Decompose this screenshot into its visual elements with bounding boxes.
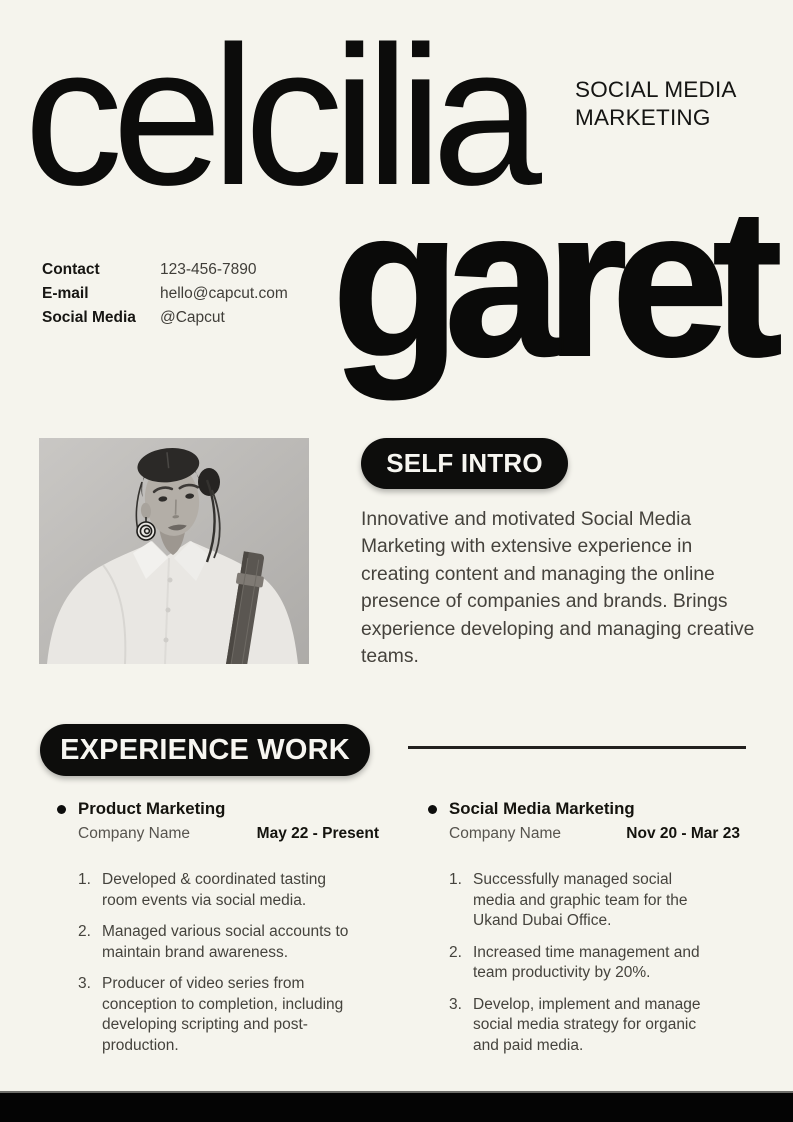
experience-entry-product-marketing	[57, 799, 379, 1056]
experience-entry-social-media-marketing	[428, 799, 740, 1056]
first-name-heading: celcilia	[24, 5, 532, 226]
profile-photo	[39, 438, 309, 664]
bullet-icon	[57, 805, 66, 814]
date-range: Nov 20 - Mar 23	[626, 825, 740, 842]
self-intro-badge: SELF INTRO	[361, 438, 568, 489]
experience-item-text: Successfully managed social media and graphic team for the Ukand Dubai Office.	[473, 871, 688, 929]
experience-item-text: Producer of video series from conception to completion, including developing scripting and post-production.	[102, 975, 344, 1054]
experience-item-text: Managed various social accounts to maintain brand awareness.	[102, 923, 349, 961]
company-name: Company Name	[449, 825, 561, 842]
section-divider-line	[408, 746, 746, 749]
experience-item-text: Increased time management and team productivity by 20%.	[473, 943, 700, 981]
date-range: May 22 - Present	[256, 825, 379, 842]
footer-bar	[0, 1091, 793, 1122]
role-title	[575, 76, 775, 132]
social-media-label: Social Media	[42, 309, 136, 326]
experience-item-list	[78, 870, 379, 1056]
experience-item-text: Developed & coordinated tasting room events via social media.	[102, 871, 327, 909]
experience-item	[449, 995, 740, 1057]
portrait-illustration	[39, 438, 309, 664]
bullet-icon	[428, 805, 437, 814]
contact-label: Contact	[42, 261, 100, 278]
last-name-heading: garet	[332, 165, 767, 400]
social-media-value: @Capcut	[160, 309, 225, 326]
company-name: Company Name	[78, 825, 190, 842]
self-intro-text: Innovative and motivated Social Media Marketing with extensive experience in creating content and managing the online presence of companies and brands. Brings experience developing and managing creative teams.	[361, 509, 755, 668]
role-title-line1: SOCIAL MEDIA	[575, 77, 737, 102]
experience-work-badge: EXPERIENCE WORK	[40, 724, 370, 776]
experience-item	[78, 870, 379, 911]
contact-section	[42, 260, 288, 328]
contact-phone-value: 123-456-7890	[160, 261, 257, 278]
experience-item	[78, 922, 379, 963]
email-value: hello@capcut.com	[160, 285, 288, 302]
experience-title: Product Marketing	[78, 799, 226, 818]
experience-item-text: Develop, implement and manage social media strategy for organic and paid media.	[473, 995, 701, 1054]
experience-item-list	[449, 870, 740, 1056]
experience-item	[449, 870, 740, 932]
experience-title: Social Media Marketing	[449, 799, 635, 818]
experience-item	[78, 974, 379, 1056]
email-label: E-mail	[42, 285, 89, 302]
role-title-line2: MARKETING	[575, 105, 711, 130]
experience-item	[449, 943, 740, 984]
